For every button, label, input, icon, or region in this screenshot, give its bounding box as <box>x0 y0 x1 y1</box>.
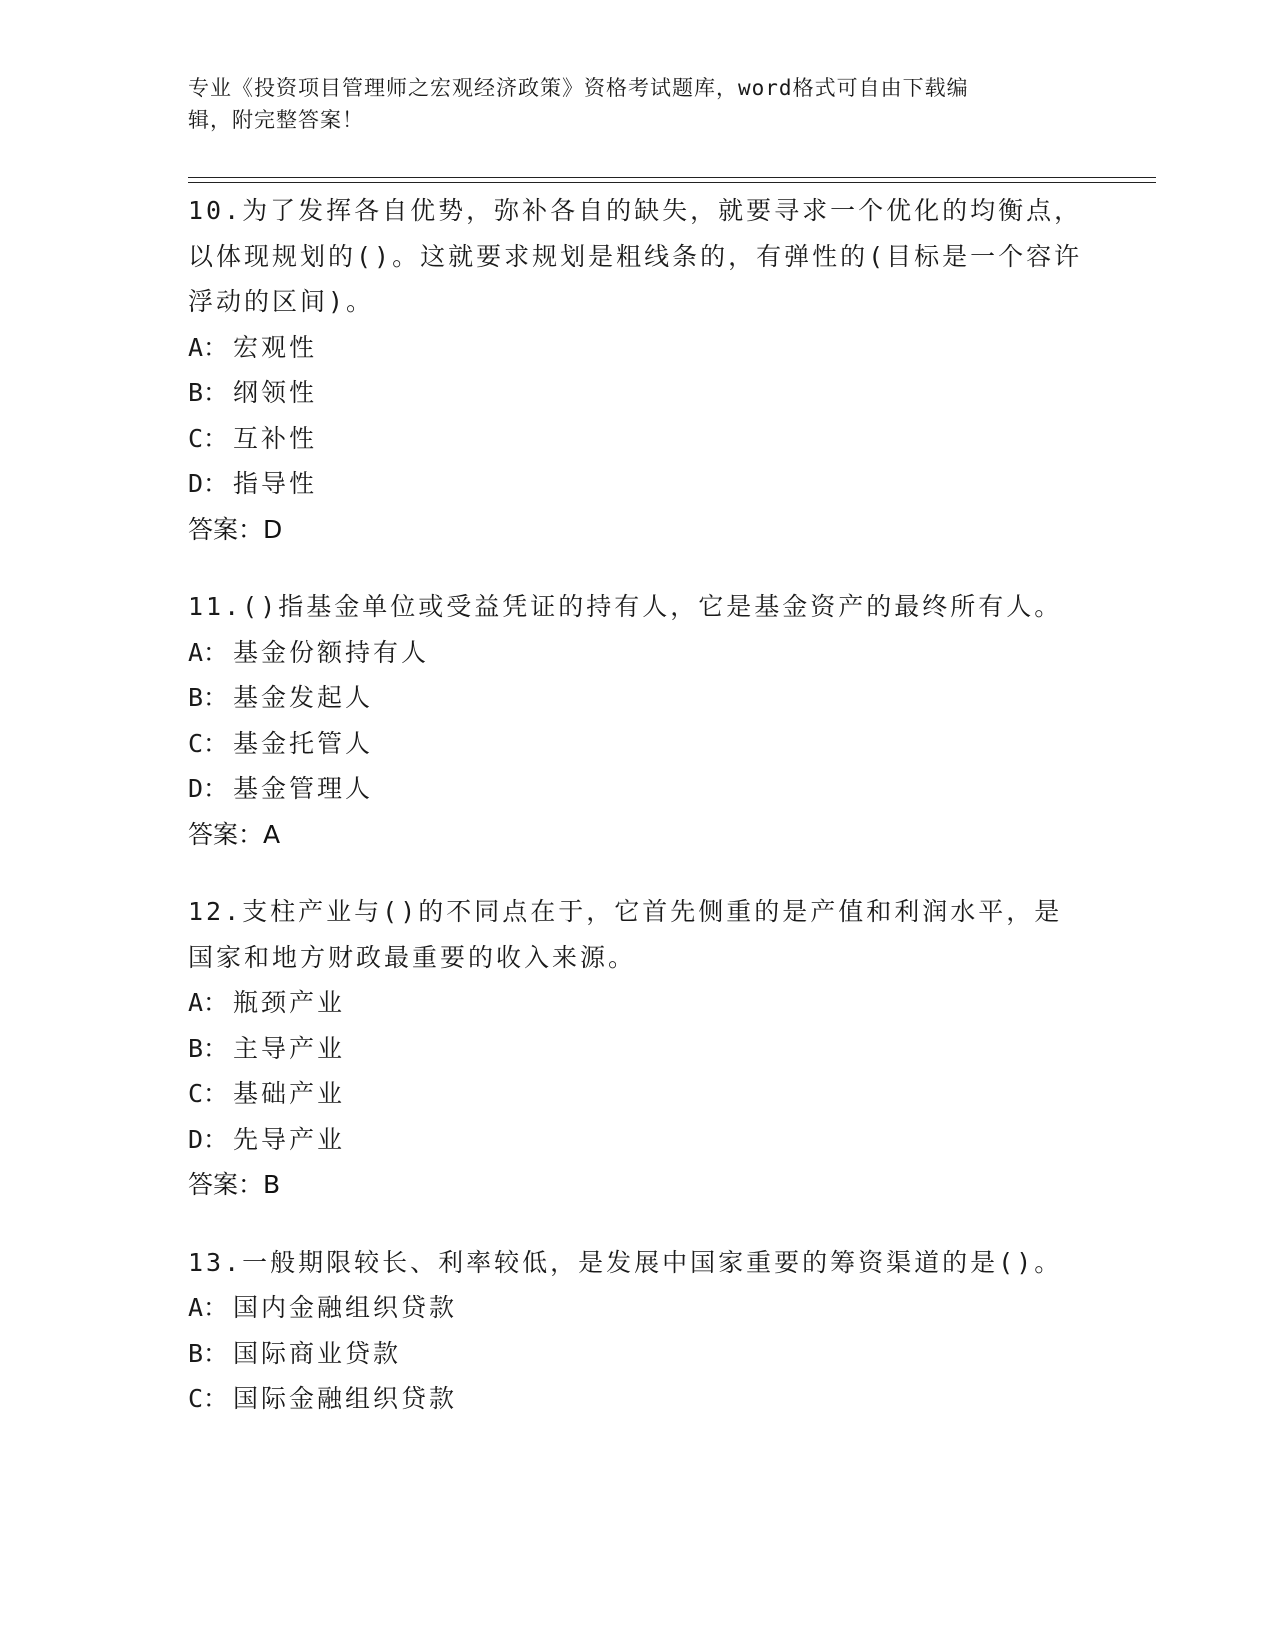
option-c <box>188 1376 1088 1422</box>
question-list <box>188 188 1088 1454</box>
question-13 <box>188 1240 1088 1422</box>
option-key: A： <box>188 1293 229 1322</box>
header-line-1: 专业《投资项目管理师之宏观经济政策》资格考试题库，word格式可自由下载编 <box>188 76 969 100</box>
question-stem: 11.()指基金单位或受益凭证的持有人，它是基金资产的最终所有人。 <box>188 592 1063 621</box>
option-a <box>188 980 1088 1026</box>
option-key: D： <box>188 469 229 498</box>
option-text: 主导产业 <box>233 1033 346 1063</box>
question-stem: 10.为了发挥各自优势，弥补各自的缺失，就要寻求一个优化的均衡点，以体现规划的()。这就要求规划是粗线条的，有弹性的(目标是一个容许浮动的区间)。 <box>188 196 1083 316</box>
option-b <box>188 1026 1088 1072</box>
question-stem: 12.支柱产业与()的不同点在于，它首先侧重的是产值和利润水平，是国家和地方财政最重要的收入来源。 <box>188 897 1063 972</box>
option-text: 纲领性 <box>233 378 318 407</box>
option-key: A： <box>188 332 229 362</box>
header-line-2: 辑，附完整答案！ <box>188 108 364 132</box>
option-d <box>188 461 1088 507</box>
option-text: 基金托管人 <box>233 728 374 758</box>
option-text: 国内金融组织贷款 <box>233 1293 458 1322</box>
option-a <box>188 630 1088 676</box>
header-divider-top <box>188 177 1156 178</box>
option-c <box>188 416 1088 462</box>
option-key: D： <box>188 1124 229 1154</box>
option-d <box>188 766 1088 812</box>
answer-line: 答案：B <box>188 1170 281 1199</box>
option-text: 国际金融组织贷款 <box>233 1384 458 1413</box>
option-b <box>188 1331 1088 1377</box>
option-text: 指导性 <box>233 469 318 498</box>
option-b <box>188 675 1088 721</box>
header-divider-bottom <box>188 182 1156 183</box>
answer-line: 答案：A <box>188 819 281 849</box>
option-text: 宏观性 <box>233 332 318 362</box>
option-text: 先导产业 <box>233 1124 346 1154</box>
option-key: B： <box>188 1338 229 1368</box>
option-key: B： <box>188 378 229 407</box>
option-c <box>188 1071 1088 1117</box>
option-key: C： <box>188 728 229 758</box>
option-c <box>188 721 1088 767</box>
answer-line: 答案：D <box>188 514 283 544</box>
question-12 <box>188 889 1088 1208</box>
option-key: C： <box>188 1384 229 1413</box>
option-a <box>188 1285 1088 1331</box>
option-text: 国际商业贷款 <box>233 1338 402 1368</box>
document-header <box>188 72 1068 136</box>
option-key: B： <box>188 683 229 712</box>
option-a <box>188 325 1088 371</box>
question-10 <box>188 188 1088 552</box>
option-text: 基础产业 <box>233 1079 346 1108</box>
option-text: 瓶颈产业 <box>233 988 346 1017</box>
option-text: 基金份额持有人 <box>233 637 430 667</box>
question-11 <box>188 584 1088 857</box>
option-key: C： <box>188 423 229 453</box>
option-text: 基金发起人 <box>233 683 374 712</box>
option-text: 基金管理人 <box>233 774 374 803</box>
option-key: A： <box>188 988 229 1017</box>
option-key: D： <box>188 774 229 803</box>
option-key: A： <box>188 637 229 667</box>
option-key: C： <box>188 1079 229 1108</box>
question-stem: 13.一般期限较长、利率较低，是发展中国家重要的筹资渠道的是()。 <box>188 1247 1063 1277</box>
option-key: B： <box>188 1033 229 1063</box>
option-b <box>188 370 1088 416</box>
option-d <box>188 1117 1088 1163</box>
option-text: 互补性 <box>233 423 318 453</box>
